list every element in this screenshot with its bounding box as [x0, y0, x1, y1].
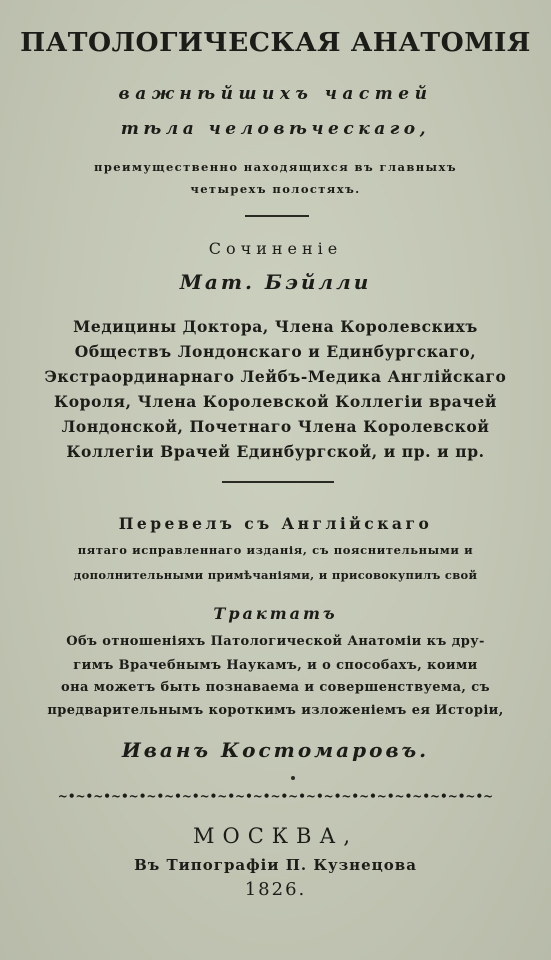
edition-note-line: пятаго исправленнаго изданія, съ пояснительными и	[77, 543, 474, 557]
composed-label: Сочиненіе	[208, 239, 343, 258]
divider-rule	[222, 481, 334, 483]
ornament-dot	[291, 776, 295, 780]
author-credential-line: Короля, Члена Королевской Коллегіи врачей	[54, 392, 497, 411]
edition-note-line: дополнительными примѣчаніями, и присовокупилъ свой	[73, 568, 478, 582]
author-credential-line: Коллегіи Врачей Единбургской, и пр. и пр.	[66, 442, 485, 461]
treatise-text-line: предварительнымъ короткимъ изложеніемъ ея Исторіи,	[47, 703, 504, 718]
printing-house: Въ Типографіи П. Кузнецова	[134, 856, 417, 874]
subtitle-line-2: тѣла человѣческаго,	[120, 119, 431, 139]
subtitle-line-3: преимущественно находящихся въ главныхъ	[94, 160, 457, 174]
author-credential-line: Медицины Доктора, Члена Королевскихъ	[73, 317, 478, 336]
treatise-label: Трактатъ	[213, 604, 338, 623]
treatise-text-line: она можетъ быть познаваема и совершенствуема, съ	[61, 680, 490, 695]
treatise-text-line: Объ отношеніяхъ Патологической Анатоміи къ дру-	[66, 634, 485, 649]
author-credential-line: Обществъ Лондонскаго и Единбургскаго,	[74, 342, 477, 361]
publication-city: МОСКВА,	[192, 824, 359, 848]
subtitle-line-1: важнѣйшихъ частей	[118, 84, 433, 104]
treatise-text-line: гимъ Врачебнымъ Наукамъ, и о способахъ, коими	[73, 658, 478, 673]
divider-rule	[245, 215, 309, 217]
subtitle-line-4: четырехъ полостяхъ.	[190, 182, 361, 196]
publication-year: 1826.	[244, 879, 307, 900]
ornamental-rule: ~•~•~•~•~•~•~•~•~•~•~•~•~•~•~•~•~•~•~•~•~•~•~•~•~	[57, 789, 494, 803]
author-credential-line: Лондонской, Почетнаго Члена Королевской	[61, 417, 490, 436]
book-title: ПАТОЛОГИЧЕСКАЯ АНАТОМІЯ	[20, 27, 531, 58]
author-credential-line: Экстраординарнаго Лейбъ-Медика Англійскаго	[44, 367, 507, 386]
author-name: Мат. Бэйлли	[179, 270, 372, 294]
translator-name: Иванъ Костомаровъ.	[121, 738, 430, 762]
translated-line: Перевелъ съ Англійскаго	[118, 514, 433, 533]
